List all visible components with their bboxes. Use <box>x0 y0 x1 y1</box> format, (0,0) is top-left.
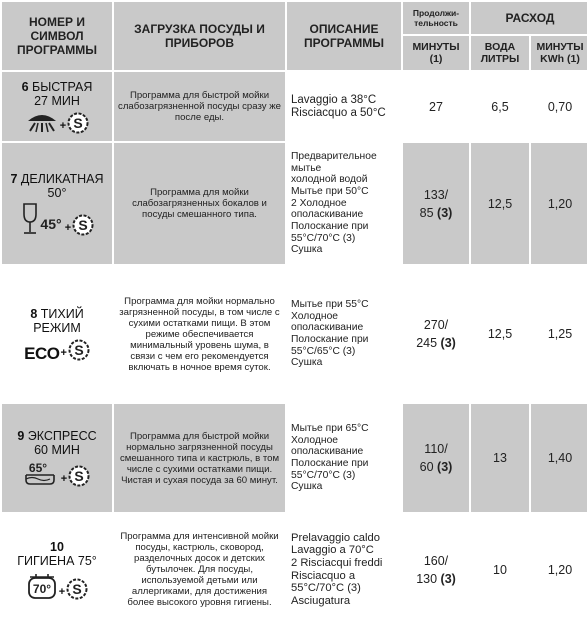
load-column-header: ЗАГРУЗКА ПОСУДЫ И ПРИБОРОВ <box>114 2 285 70</box>
load-cell: Программа для быстрой мойки нормально загрязненной посуды смешанного типа и кастрюль, в том числе с сухими остатками пищи. Чистая и сухая посуда за 60 минут. <box>114 404 285 512</box>
table-row <box>2 72 587 141</box>
program-cell: 6 БЫСТРАЯ 27 МИН + S <box>2 72 112 141</box>
water-cell: 12,5 <box>471 266 529 402</box>
load-cell: Программа для мойки слабозагрязненных бокалов и посуды смешанного типа. <box>114 143 285 264</box>
load-cell: Программа для интенсивной мойки посуды, кастрюль, сковород, разделочных досок и детских бутылочек. Для посуды, используемой детьми или аллергиками, для достижения более высокого уровня гигиены. <box>114 514 285 625</box>
minutes-cell: 133/ 85 (3) <box>403 143 469 264</box>
energy-cell: 1,25 <box>531 266 587 402</box>
spray-icon <box>25 110 59 134</box>
water-cell: 12,5 <box>471 143 529 264</box>
energy-cell: 0,70 <box>531 72 587 141</box>
energy-cell: 1,20 <box>531 143 587 264</box>
program-column-header: НОМЕР И СИМВОЛ ПРОГРАММЫ <box>2 2 112 70</box>
program-cell: 7 ДЕЛИКАТНАЯ 50° 45° + S <box>2 143 112 264</box>
eco-icon: ECO <box>24 344 60 363</box>
water-cell: 13 <box>471 404 529 512</box>
minutes-subheader: МИНУТЫ (1) <box>403 36 469 70</box>
minutes-cell: 160/ 130 (3) <box>403 514 469 625</box>
description-cell: Мытье при 65°C Холодное ополаскивание Полоскание при 55°C/70°C (3) Сушка <box>287 404 401 512</box>
svg-text:S: S <box>74 468 84 484</box>
s-badge-icon <box>67 112 89 134</box>
load-cell: Программа для мойки нормально загрязненной посуды, в том числе с сухими остатками пищи. В этом режиме обеспечивается минимальный уровень шума, в связи с чем его рекомендуется включать в ночное время суток. <box>114 266 285 402</box>
water-subheader: ВОДА ЛИТРЫ <box>471 36 529 70</box>
energy-subheader: МИНУТЫ KWh (1) <box>531 36 587 70</box>
s-badge-icon <box>72 214 94 236</box>
svg-text:70°: 70° <box>32 581 51 596</box>
energy-cell: 1,40 <box>531 404 587 512</box>
duration-column-header: Продолжи-тельность <box>403 2 469 34</box>
svg-text:S: S <box>74 342 84 358</box>
program-cell: 8 ТИХИЙ РЕЖИМ ECO + S <box>2 266 112 402</box>
svg-text:S: S <box>72 580 82 597</box>
s-badge-icon <box>66 578 88 600</box>
description-cell: Мытье при 55°C Холодное ополаскивание Полоскание при 55°C/65°C (3) Сушка <box>287 266 401 402</box>
consumption-column-header: РАСХОД <box>471 2 587 34</box>
water-cell: 10 <box>471 514 529 625</box>
s-badge-icon <box>68 339 90 361</box>
hygiene-icon <box>26 572 58 600</box>
water-cell: 6,5 <box>471 72 529 141</box>
program-cell: 9 ЭКСПРЕСС 60 МИН 65° + S <box>2 404 112 512</box>
description-column-header: ОПИСАНИЕ ПРОГРАММЫ <box>287 2 401 70</box>
minutes-cell: 27 <box>403 72 469 141</box>
s-badge-icon <box>68 465 90 487</box>
minutes-cell: 110/ 60 (3) <box>403 404 469 512</box>
table-row <box>2 143 587 264</box>
table-row <box>2 514 587 625</box>
table-row <box>2 404 587 512</box>
svg-text:45°: 45° <box>40 215 62 232</box>
svg-text:S: S <box>78 216 88 233</box>
description-cell: Prelavaggio caldo Lavaggio a 70°C 2 Risciacqui freddi Risciacquo a 55°C/70°C (3) Asciugatura <box>287 514 401 625</box>
description-cell: Lavaggio a 38°C Risciacquo a 50°C <box>287 72 401 141</box>
minutes-cell: 270/ 245 (3) <box>403 266 469 402</box>
program-cell: 10 ГИГИЕНА 75° 70° + S <box>2 514 112 625</box>
svg-text:65°: 65° <box>28 461 47 475</box>
energy-cell: 1,20 <box>531 514 587 625</box>
svg-text:S: S <box>73 114 83 131</box>
pot-icon <box>24 459 60 487</box>
load-cell: Программа для быстрой мойки слабозагрязненной посуды сразу же после еды. <box>114 72 285 141</box>
description-cell: Предварительное мытье холодной водой Мытье при 50°C 2 Холодное ополаскивание Полоскание при 55°C/70°C (3) Сушка <box>287 143 401 264</box>
table-row <box>2 266 587 402</box>
wine-glass-icon <box>20 202 64 236</box>
